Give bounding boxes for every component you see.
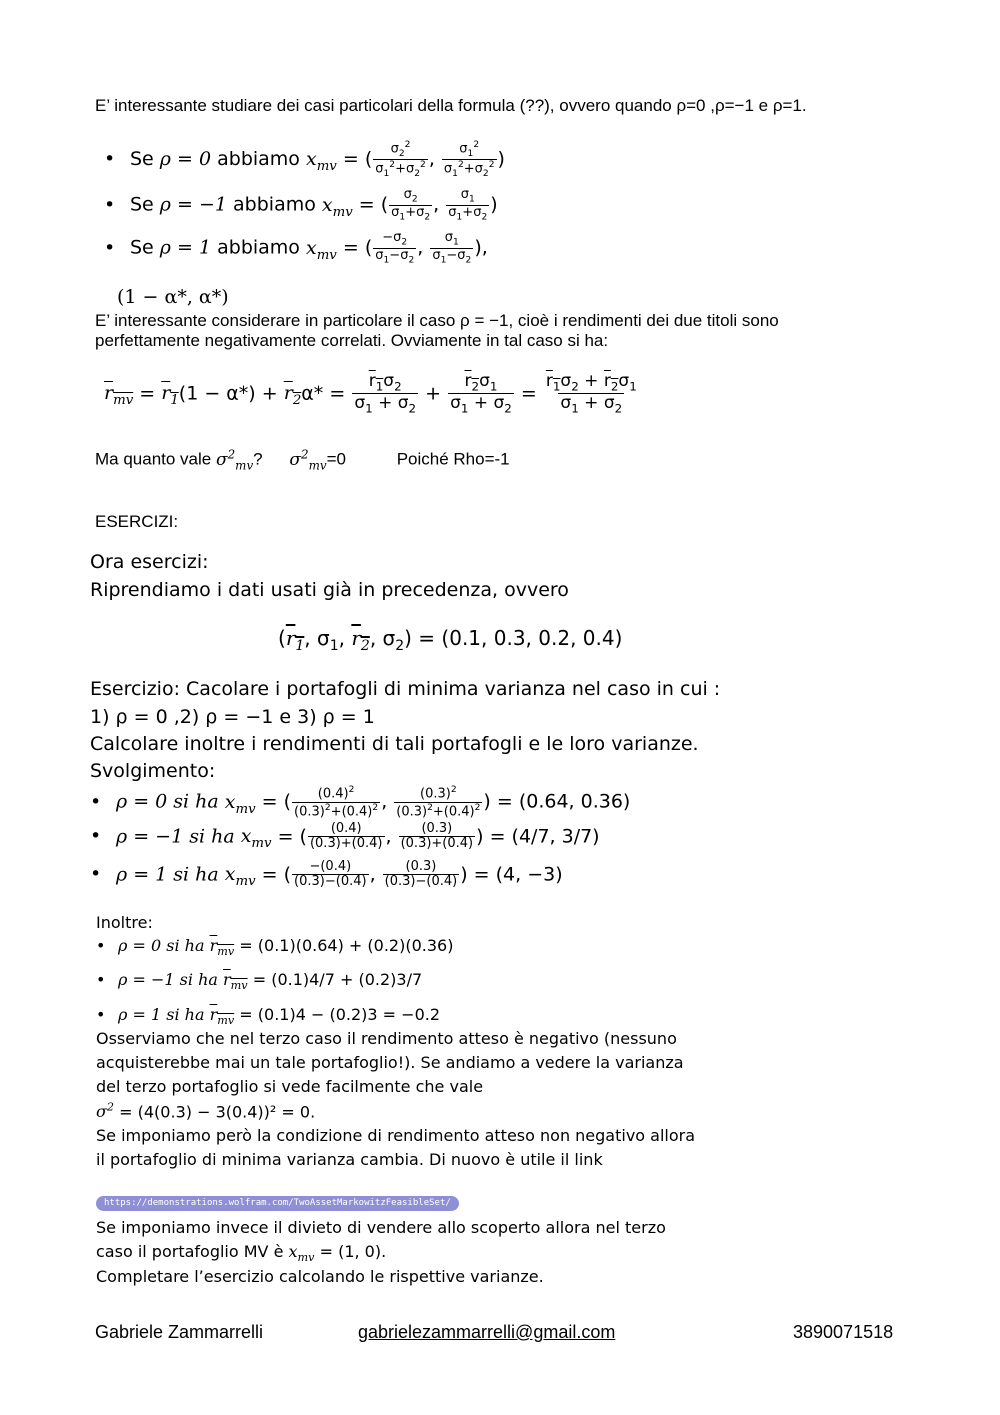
case-rho-minus1: • Se ρ = −1 abbiamo $x_{mv}$ = ( $\frac{\sigma_2}{\sigma_1+\sigma_2}$ , $\frac{\sigma_1}{\sigma_1+\sigma_2}$ ) (104, 187, 498, 223)
paragraph-line-1: E’ interessante considerare in particolare il caso ρ = −1, cioè i rendimenti dei due titoli sono (95, 311, 779, 330)
wolfram-link[interactable]: https://demonstrations.wolfram.com/TwoAssetMarkowitzFeasibleSet/ (96, 1196, 459, 1211)
osserv-line-5: Se imponiamo però la condizione di rendimento atteso non negativo allora (96, 1126, 696, 1145)
rend-rho-minus1: • ρ = −1 si ha $r_{mv} = (0.1)4/7 + (0.2)3/7$ (96, 970, 423, 993)
osserv-line-2: acquisterebbe mai un tale portafoglio!). Se andiamo a vedere la varianza (96, 1053, 684, 1072)
footer-email-link[interactable]: gabrielezammarrelli@gmail.com (358, 1322, 616, 1342)
variance-question: Ma quanto vale $\sigma^2_{mv}$? $\sigma^2_{mv}=0$ Poiché Rho=-1 (95, 447, 510, 473)
footer-name: Gabriele Zammarrelli (95, 1322, 264, 1342)
osserv-line-6: il portafoglio di minima varianza cambia. Di nuovo è utile il link (96, 1150, 603, 1169)
esercizio-line-1: Esercizio: Cacolare i portafogli di minima varianza nel caso in cui : (90, 678, 721, 700)
rmv-formula: $r_{mv} = r_1(1 - \alpha*) + r_2\alpha*$ = $\frac{r_1\sigma_2}{\sigma_1 + \sigma_2}$ + $\frac{r_2\sigma_1}{\sigma_1 + \sigma_2}$ = $\frac{r_1\sigma_2 + r_2\sigma_1}{\sigma_1 + \sigma_2}$ (104, 371, 637, 416)
inoltre-label: Inoltre: (96, 913, 153, 932)
esercizio-line-3: Calcolare inoltre i rendimenti di tali portafogli e le loro varianze. (90, 733, 699, 755)
riprendiamo: Riprendiamo i dati usati già in precedenza, ovvero (90, 579, 569, 601)
svolg-rho-1: • ρ = 1 si ha $x_{mv}$ = ( $\frac{-(0.4)}{(0.3)-(0.4)}$ , $\frac{(0.3)}{(0.3)-(0.4)}$ ) = (4, −3) (90, 859, 563, 890)
case-rho-0: • Se ρ = 0 abbiamo $x_{mv}$ = ( $\frac{\sigma_2^2}{\sigma_1^2+\sigma_2^2}$ , $\frac{\sigma_1^2}{\sigma_1^2+\sigma_2^2}$ ) (104, 140, 505, 179)
divieto-line-3: Completare l’esercizio calcolando le rispettive varianze. (96, 1267, 544, 1286)
svolgimento-label: Svolgimento: (90, 760, 216, 782)
data-tuple: ($r_1$, $\sigma_1$, $r_2$, $\sigma_2) = (0.1$, 0.3, 0.2, 0.4) (278, 626, 623, 654)
divieto-line-2: caso il portafoglio MV è $x_{mv} = (1$, 0). (96, 1242, 387, 1265)
divieto-line-1: Se imponiamo invece il divieto di vendere allo scoperto allora nel terzo (96, 1218, 666, 1237)
rend-rho-1: • ρ = 1 si ha $r_{mv} = (0.1)4 - (0.2)3 = -0.2$ (96, 1005, 441, 1028)
alpha-pair: (1 − α*, α*) (117, 286, 229, 308)
osserv-line-1: Osserviamo che nel terzo caso il rendimento atteso è negativo (nessuno (96, 1029, 677, 1048)
ora-esercizi: Ora esercizi: (90, 551, 209, 573)
esercizio-line-2: 1) ρ = 0 ,2) ρ = −1 e 3) ρ = 1 (90, 706, 375, 728)
footer-phone: 3890071518 (793, 1322, 894, 1342)
case-rho-1: • Se ρ = 1 abbiamo $x_{mv}$ = ( $\frac{-\sigma_2}{\sigma_1-\sigma_2}$ , $\frac{\sigma_1}{\sigma_1-\sigma_2}$ ), (104, 230, 488, 266)
osserv-line-3: del terzo portafoglio si vede facilmente che vale (96, 1077, 484, 1096)
intro-text: E’ interessante studiare dei casi particolari della formula (??), ovvero quando ρ=0 ,ρ=−1 e ρ=1. (95, 96, 807, 115)
paragraph-line-2: perfettamente negativamente correlati. Ovviamente in tal caso si ha: (95, 331, 609, 350)
svolg-rho-minus1: • ρ = −1 si ha $x_{mv}$ = ( $\frac{(0.4)}{(0.3)+(0.4)}$ , $\frac{(0.3)}{(0.3)+(0.4)}$ ) = (4/7, 3/7) (90, 821, 600, 852)
osserv-line-4: $\sigma^2 = (4(0.3) - 3(0.4))^2 = 0$. (96, 1101, 316, 1122)
rend-rho-0: • ρ = 0 si ha $r_{mv} = (0.1)(0.64) + (0.2)(0.36)$ (96, 936, 454, 959)
svolg-rho-0: • ρ = 0 si ha $x_{mv}$ = ( $\frac{(0.4)^2}{(0.3)^2+(0.4)^2}$ , $\frac{(0.3)^2}{(0.3)^2+(0.4)^2}$ ) = (0.64, 0.36) (90, 785, 631, 819)
esercizi-heading: ESERCIZI: (95, 512, 179, 531)
